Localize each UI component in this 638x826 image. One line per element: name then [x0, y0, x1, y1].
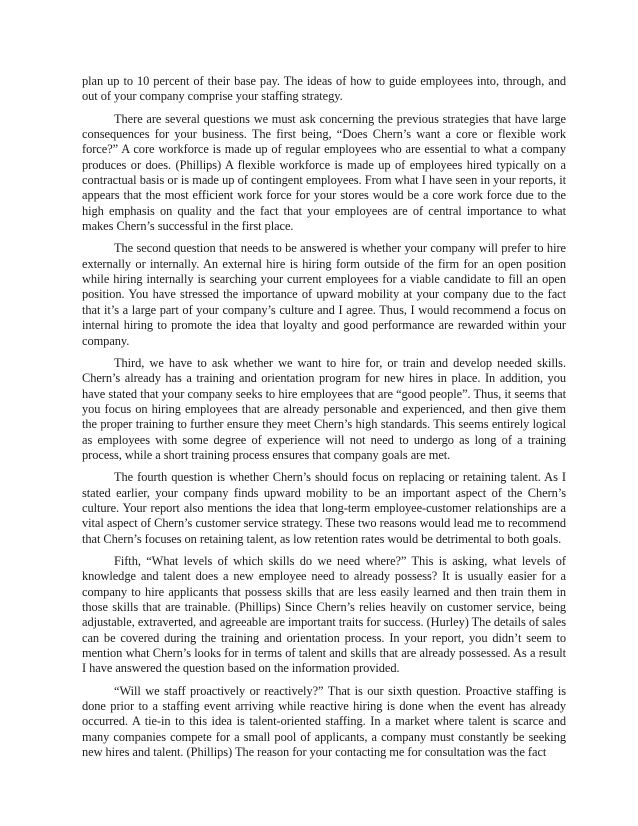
paragraph-continuation: plan up to 10 percent of their base pay. The ideas of how to guide employees into, through, and out of your company comprise your staffing strategy. — [82, 74, 566, 104]
paragraph-replace-or-retain: The fourth question is whether Chern’s should focus on replacing or retaining talent. As I stated earlier, your company finds upward mobility to be an important aspect of the Chern’s culture. Your report also mentions the idea that long-term employee-customer relationships are a vital aspect of Chern’s customer service strategy. These two reasons would lead me to recommend that Chern’s focuses on retaining talent, as low retention rates would be detrimental to both goals. — [82, 470, 566, 546]
paragraph-external-or-internal: The second question that needs to be answered is whether your company will prefer to hire externally or internally. An external hire is hiring form outside of the firm for an open position while hiring internally is searching your current employees for a viable candidate to fill an open position. You have stressed the importance of upward mobility at your company due to the fact that it’s a large part of your company’s culture and I agree. Thus, I would recommend a focus on internal hiring to promote the idea that loyalty and good performance are rewarded within your company. — [82, 241, 566, 348]
paragraph-proactive-or-reactive: “Will we staff proactively or reactively?” That is our sixth question. Proactive staffing is done prior to a staffing event arriving while reactive hiring is done when the event has already occurred. A tie-in to this idea is talent-oriented staffing. In a market where talent is scarce and many companies compete for a small pool of applicants, a company must constantly be seeking new hires and talent. (Phillips) The reason for your contacting me for consultation was the fact — [82, 683, 566, 760]
paragraph-core-or-flexible: There are several questions we must ask concerning the previous strategies that have large consequences for your business. The first being, “Does Chern’s want a core or flexible work force?” A core workforce is made up of regular employees who are essential to what a company produces or does. (Phillips) A flexible workforce is made up of employees hired typically on a contractual basis or is made up of contingent employees. From what I have seen in your reports, it appears that the most efficient work force for your stores would be a core work force due to the high emphasis on quality and the fact that your employees are of central importance to what makes Chern’s successful in the first place. — [82, 111, 566, 234]
paragraph-skill-levels: Fifth, “What levels of which skills do we need where?” This is asking, what levels of knowledge and talent does a new employee need to already possess? It is usually easier for a company to hire applicants that possess skills that are less easily learned and then train them in those skills that are trainable. (Phillips) Since Chern’s relies heavily on customer service, being adjustable, extraverted, and agreeable are important traits for success. (Hurley) The details of sales can be covered during the training and orientation process. In your report, you didn’t seem to mention what Chern’s looks for in terms of talent and skills that are already possessed. As a result I have answered the question based on the information provided. — [82, 553, 566, 676]
paragraph-hire-or-train: Third, we have to ask whether we want to hire for, or train and develop needed skills. Chern’s already has a training and orientation program for new hires in place. In addition, you have stated that your company seeks to hire employees that are “good people”. Thus, it seems that you focus on hiring employees that are already personable and experienced, and then give them the proper training to further ensure they meet Chern’s high standards. This seems entirely logical as employees with some degree of experience will not need to undergo as long of a training process, while a short training process ensures that company goals are met. — [82, 355, 566, 462]
document-page — [82, 74, 566, 767]
